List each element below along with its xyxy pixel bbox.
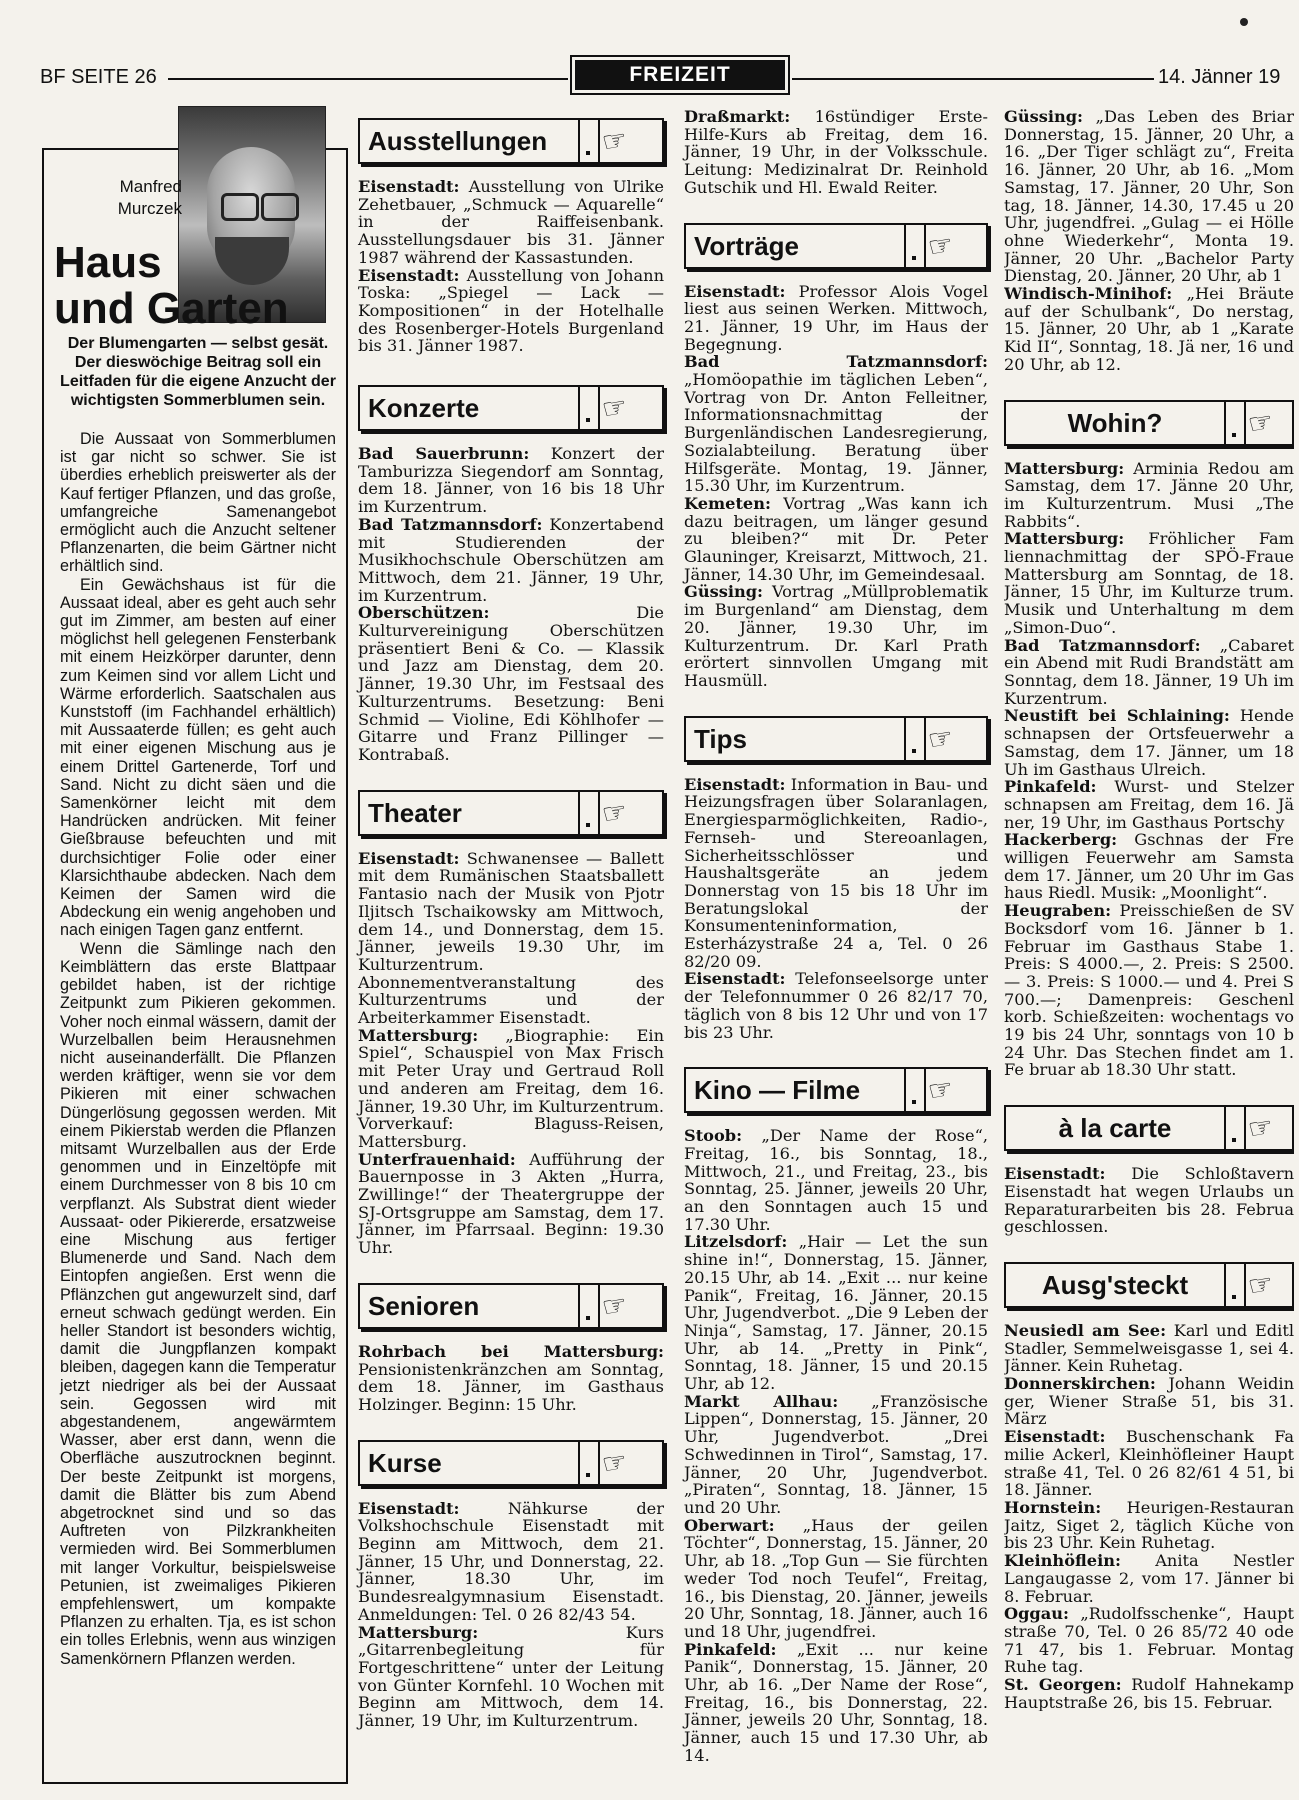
listing-entry [1004,1552,1294,1605]
listing-text: Ausstellung von Johann Toska: „Spiegel — Lack — Kompositionen“ in der Hotelhalle des Rosenberger-Hotels Burgenland bis 31. Jänner 1987. [358,265,664,356]
listing-place: Neusiedl am See: [1004,1320,1167,1340]
section-header-label: Konzerte [360,387,580,429]
listing-text: „Exit ... nur keine Panik“, Donnerstag, 15. Jänner, 20 Uhr, ab 16. „Der Name der Rose“, Freitag, 16., bis Donnerstag, 22. Jänner, jeweils 20 Uhr, Sonntag, 18. Jänner, auch 15 und 17.30 Uhr, ab 14. [684,1639,988,1765]
section-header-label: Tips [686,718,906,760]
listing-text: Gschnas der Fre willigen Feuerwehr am Samsta dem 17. Jänner, um 20 Uhr im Gas haus Riedl. Musik: „Moonlight“. [1004,830,1294,903]
listing-text: Schwanensee — Ballett mit dem Rumänischen Staatsballett Fantasio nach der Musik von Pjotr Iljitsch Tschaikowsky am Mittwoch, dem 14., und Donnerstag, dem 15. Jänner, jeweils 19.30 Uhr, im Kulturzentrum. Abonnementveranstaltung des Kulturzentrums und der Arbeiterkammer Eisenstadt. [358,848,664,1028]
listing-entry [1004,637,1294,708]
glasses-icon [221,193,259,221]
section-header-ausgsteckt [1004,1262,1294,1308]
listing-entry [684,1233,988,1392]
listing-text: Fröhlicher Fam liennachmittag der SPÖ-Fraue Mattersburg am Sonntag, de 18. Jänner, 15 Uhr, im Kulturze trum. Musik und Unterhaltung m dem „Simon-Duo“. [1004,529,1294,637]
section-header-ausstellungen [358,118,664,164]
header-divider [1226,402,1246,444]
listing-entry [1004,778,1294,831]
header-divider [580,1442,600,1484]
pointing-hand-icon: ☞ [599,794,630,831]
listing-text: Hende schnapsen der Ortsfeuerwehr a Samstag, dem 17. Jänner, um 18 Uh im Gasthaus Ulreich. [1004,706,1294,779]
listing-text: Rudolf Hahnekamp Hauptstraße 26, bis 15. Februar. [1004,1675,1294,1712]
listing-text: Anita Nestler Langaugasse 2, vom 17. Jänner bi 8. Februar. [1004,1551,1294,1606]
listing-entry [358,1500,664,1624]
feature-paragraph: Die Aussaat von Sommerblumen ist gar nicht so schwer. Sie ist überdies erheblich preiswerter als der Kauf fertiger Pflanzen, und das große, umfangreiche Samenangebot ermöglicht auch die Anzucht seltener Pflanzenarten, die beim Gärtner nicht erhältlich sind. [60,430,336,576]
listing-entry [684,970,988,1041]
listing-place: Kleinhöflein: [1004,1551,1121,1571]
listing-place: Draßmarkt: [684,107,791,126]
listing-place: Güssing: [1004,108,1084,126]
listing-text: Professor Alois Vogel liest aus seinen Werken. Mittwoch, 21. Jänner, 19 Uhr, im Haus der Begegnung. [684,281,988,354]
listing-entry [684,583,988,689]
listing-place: Litzelsdorf: [684,1232,788,1252]
listing-entry [684,1127,988,1233]
section-header-label: Ausstellungen [360,120,580,162]
listing-place: Unterfrauenhaid: [358,1149,516,1169]
listing-place: Eisenstadt: [358,848,460,868]
section-entries [358,850,664,1257]
section-entries [684,108,988,197]
listing-text: Buschenschank Fa milie Ackerl, Kleinhöfleiner Haupt straße 41, Tel. 0 26 82/61 4 51, bi 18. Jänner. [1004,1427,1294,1500]
listing-text: Pensionistenkränzchen am Sonntag, dem 18. Jänner, im Gasthaus Holzinger. Beginn: 15 Uhr. [358,1359,664,1414]
listing-place: Oberschützen: [358,603,490,623]
listing-text: Vortrag „Müllproblematik im Burgenland“ am Dienstag, dem 20. Jänner, 19.30 Uhr, im Kulturzentrum. Dr. Karl Prath erörtert sinnvollen Umgang mit Hausmüll. [684,582,988,690]
feature-paragraph: Wenn die Sämlinge nach den Keimblättern das erste Blattpaar gebildet haben, ist der richtige Zeitpunkt zum Pikieren gekommen. Voher noch einmal wässern, damit der Wurzelballen beim Herausnehmen nicht auseinanderfällt. Die Pflanzen werden kräftiger, wenn sie vor dem Pikieren mit einer schwachen Düngerlösung gegossen werden. Mit einem Pikierstab werden die Pflanzen mitsamt Wurzelballen aus der Erde genommen und in Einzeltöpfe mit einem Durchmesser von 8 bis 10 cm verpflanzt. Als Substrat dient wieder Aussaat- oder Pikiererde, ersatzweise eine Mischung aus fertiger Blumenerde und Sand. Nach dem Eintopfen angießen. Erst wenn die Pflänzchen gut angewurzelt sind, darf erneut schwach gedüngt werden. Ein heller Standort ist besonders wichtig, damit die Jungpflanzen kompakt bleiben, dagegen kann die Temperatur jetzt niedriger als bei der Aussaat sein. Gegossen wird mit abgestandenem, angewärmtem Wasser, aber erst dann, wenn die Oberfläche auszutrocknen beginnt. Der beste Zeitpunkt ist morgens, damit die Blätter bis zum Abend abgetrocknet sind und so das Auftreten von Pilzkrankheiten vermieden wird. Bei Sommerblumen mit langer Vorkultur, beispielsweise Petunien, ist zweimaliges Pikieren empfehlenswert, um kompakte Pflanzen zu erhalten. Tja, es ist schon ein tolles Erlebnis, wenn aus winzigen Samenkörnern Pflanzen werden. [60,939,336,1668]
listing-place: Bad Tatzmannsdorf: [358,514,543,534]
listing-place: Eisenstadt: [684,281,786,301]
listing-entry [1004,285,1294,374]
listing-entry [358,850,664,1027]
listing-place: Mattersburg: [358,1025,479,1045]
listing-text: Konzertabend mit Studierenden der Musikhochschule Oberschützen am Mittwoch, dem 21. Jänner, 19 Uhr, im Kurzentrum. [358,514,664,605]
listing-place: Eisenstadt: [358,265,460,285]
listing-place: Eisenstadt: [684,969,786,989]
listing-entry [684,495,988,584]
listing-text: 16stündiger Erste-Hilfe-Kurs ab Freitag, dem 16. Jänner, 19 Uhr, in der Volksschule. Leitung: Medizinalrat Dr. Reinhold Gutschik und Hl. Ewald Reiter. [684,107,988,197]
listing-text: Nähkurse der Volkshochschule Eisenstadt mit Beginn am Mittwoch, dem 21. Jänner, 15 Uhr, und Donnerstag, 22. Jänner, 18.30 Uhr, im Bundesrealgymnasium Eisenstadt. Anmeldungen: Tel. 0 26 82/43 54. [358,1498,664,1624]
pointing-hand-icon: ☞ [599,1444,630,1481]
section-header-label: Wohin? [1006,402,1226,444]
listing-entry [358,604,664,763]
feature-title-line2: und Garten [54,284,289,333]
listing-text: Johann Weidin ger, Wiener Straße 51, bis 31. März [1004,1374,1294,1429]
listing-entry [684,353,988,495]
section-entries [1004,1165,1294,1236]
listing-text: „Das Leben des Briar Donnerstag, 15. Jänner, 20 Uhr, a 16. „Der Tiger schlägt zu“, Freita 16. Jänner, 20 Uhr, ab 16. „Mom Samstag, 17. Jänner, 20 Uhr, Son tag, 18. Jänner, 14.30, 17.45 u 20 Uhr, jugendfrei. „Gulag — ei Hölle ohne Wiederkehr“, Monta 19. Jänner, 20 Uhr. „Bachelor Party Dienstag, 20. Jänner, 20 Uhr, ab 1 [1004,108,1294,286]
listing-text: „Französische Lippen“, Donnerstag, 15. Jänner, 20 Uhr, Jugendverbot. „Drei Schwedinnen in Tirol“, Samstag, 17. Jänner, 20 Uhr, Jugendverbot. „Piraten“, Sonntag, 18. Jänner, 15 und 20 Uhr. [684,1391,988,1517]
listing-place: Mattersburg: [1004,458,1125,478]
listing-entry [358,516,664,605]
listing-place: Mattersburg: [358,1622,479,1642]
listing-place: Oberwart: [684,1515,775,1535]
listing-text: Die Schloßtavern Eisenstadt hat wegen Urlaubs un Reparaturarbeiten bis 28. Februa geschlossen. [1004,1164,1294,1237]
listing-entry [1004,1375,1294,1428]
listing-place: Oggau: [1004,1604,1069,1624]
section-header-label: à la carte [1006,1107,1226,1149]
section-header-vortraege [684,223,988,269]
header-divider [906,225,926,267]
listing-place: Kemeten: [684,493,771,513]
listing-entry [1004,460,1294,531]
section-header-label: Senioren [360,1285,580,1327]
listing-entry [1004,1165,1294,1236]
feature-body [60,430,336,1668]
listing-place: Windisch-Minihof: [1004,284,1173,304]
header-divider [906,1069,926,1111]
listing-entry [358,178,664,267]
listing-place: Bad Sauerbrunn: [358,444,530,464]
pointing-hand-icon: ☞ [1245,1109,1276,1147]
section-entries [358,1343,664,1414]
glasses-icon [261,193,299,221]
listing-entry [1004,1605,1294,1676]
listing-text: Aufführung der Bauernposse in 3 Akten „Hurra, Zwillinge!“ der Theatergruppe der SJ-Ortsgruppe am Samstag, dem 17. Jänner, im Pfarrsaal. Beginn: 19.30 Uhr. [358,1149,664,1258]
header-divider [1226,1264,1246,1306]
listing-place: Markt Allhau: [684,1391,839,1411]
listing-text: Ausstellung von Ulrike Zehetbauer, „Schmuck — Aquarelle“ in der Raiffeisenbank. Ausstellungsdauer bis 31. Jänner 1987 während der Kassastunden. [358,177,664,267]
listing-entry [684,1517,988,1641]
page-label: BF SEITE 26 [40,66,157,88]
listing-place: Bad Tatzmannsdorf: [684,352,988,372]
pointing-hand-icon: ☞ [925,226,956,264]
listing-text: Die Kulturvereinigung Oberschützen präsentiert Beni & Co. — Klassik und Jazz am Dienstag, dem 20. Jänner, 19.30 Uhr, im Festsaal des Kulturzentrums. Besetzung: Beni Schmid — Violine, Edi Köhlhofer — Gitarre und Franz Pillinger — Kontrabaß. [358,603,664,764]
listing-place: Pinkafeld: [684,1639,777,1659]
section-header-label: Vorträge [686,225,906,267]
ink-dot [1240,18,1248,26]
listings-column-2 [684,108,988,1765]
feature-lede: Der Blumengarten — selbst gesät. Der dieswöchige Beitrag soll ein Leitfaden für die eigene Anzucht der wichtigsten Sommerblumen sein. [60,335,336,409]
issue-date: 14. Jänner 19 [1158,66,1281,88]
listing-place: Neustift bei Schlaining: [1004,706,1230,726]
listing-place: Eisenstadt: [1004,1164,1106,1184]
section-entries [358,178,664,355]
header-divider [580,120,600,162]
section-header-theater [358,790,664,836]
listing-text: Vortrag „Was kann ich dazu beitragen, um länger gesund zu bleiben?“ mit Dr. Peter Glauninger, Kreisarzt, Mittwoch, 21. Jänner, 14.30 Uhr, im Gemeindesaal. [684,493,988,584]
section-header-senioren [358,1283,664,1329]
section-entries [1004,108,1294,374]
listing-text: Arminia Redou am Samstag, dem 17. Jänne 20 Uhr, im Kulturzentrum. Musi „The Rabbits“. [1004,458,1294,531]
listing-entry [1004,530,1294,636]
listing-text: „Cabaret ein Abend mit Rudi Brandstätt am Sonntag, dem 18. Jänner, 19 Uh im Kurzentrum. [1004,635,1294,708]
section-header-label: Ausg'steckt [1006,1264,1226,1306]
section-entries [358,445,664,764]
listing-place: Donnerskirchen: [1004,1374,1156,1394]
section-entries [684,283,988,690]
section-header-konzerte [358,385,664,431]
listing-entry [1004,1428,1294,1499]
pointing-hand-icon: ☞ [599,122,630,160]
listing-text: „Hei Bräute auf der Schulbank“, Do nerstag, 15. Jänner, 20 Uhr, ab 1 „Karate Kid II“, Sonntag, 18. Jä ner, 16 und 20 Uhr, ab 12. [1004,284,1294,374]
listing-entry [1004,108,1294,285]
feature-title [54,240,354,332]
section-header-alacarte [1004,1105,1294,1151]
listing-text: „Hair — Let the sun shine in!“, Donnerstag, 15. Jänner, 20.15 Uhr, ab 14. „Exit ... nur keine Panik“, Freitag, 16. Jänner, 20.15 Uhr, Jugendverbot. „Die 9 Leben der Ninja“, Samstag, 17. Jänner, 20.15 Uhr, ab 14. „Pretty in Pink“, Sonntag, 18. Jänner, 15 und 20.15 Uhr, ab 12. [684,1232,988,1394]
pointing-hand-icon: ☞ [599,389,630,427]
listing-entry [358,1624,664,1730]
listing-text: Konzert der Tamburizza Siegendorf am Sonntag, dem 18. Jänner, von 16 bis 18 Uhr im Kurzentrum. [358,444,665,517]
listing-text: Karl und Editl Stadler, Semmelweisgasse 1, sei 4. Jänner. Kein Ruhetag. [1004,1320,1294,1376]
section-entries [1004,460,1294,1080]
listing-text: „Rudolfsschenke“, Haupt straße 70, Tel. 0 26 85/72 40 ode 71 47, bis 1. Februar. Montag Ruhe tag. [1004,1604,1294,1677]
section-header-label: Kino — Filme [686,1069,906,1111]
listing-entry [684,283,988,354]
section-entries [358,1500,664,1730]
pointing-hand-icon: ☞ [1245,403,1276,441]
listing-entry [684,1393,988,1517]
listing-entry [358,1343,664,1414]
section-header-label: Kurse [360,1442,580,1484]
listing-text: Kurs „Gitarrenbegleitung für Fortgeschrittene“ unter der Leitung von Günter Kornfehl. 10 Wochen mit Beginn am Mittwoch, dem 14. Jänner, 19 Uhr, im Kulturzentrum. [358,1622,664,1731]
section-header-label: Theater [360,792,580,834]
listing-place: Heugraben: [1004,901,1112,921]
pointing-hand-icon: ☞ [599,1287,630,1325]
listing-place: Eisenstadt: [1004,1427,1106,1447]
listing-place: Güssing: [684,582,764,602]
listing-place: Mattersburg: [1004,529,1125,549]
listing-text: „Haus der geilen Töchter“, Donnerstag, 15. Jänner, 20 Uhr, ab 18. „Top Gun — Sie fürchten weder Tod noch Teufel“, Freitag, 16., bis Dienstag, 20. Jänner, jeweils 20 Uhr, Sonntag, 18. Jänner, auch 16 und 18 Uhr, jugendfrei. [684,1515,988,1641]
header-divider [906,718,926,760]
header-divider [580,387,600,429]
listing-place: Eisenstadt: [358,1498,460,1518]
section-header-tips [684,716,988,762]
listing-entry [684,1641,988,1765]
listing-text: Telefonseelsorge unter der Telefonnummer 0 26 82/17 70, täglich von 8 bis 12 Uhr und von 17 bis 23 Uhr. [684,969,988,1042]
header-rule-right [792,78,1154,80]
listing-entry [684,108,988,197]
section-entries [684,776,988,1042]
listings-column-1 [358,108,664,1730]
section-header-kurse [358,1440,664,1486]
listing-entry [358,267,664,356]
listing-entry [1004,1499,1294,1552]
listing-entry [1004,1322,1294,1375]
author-name: Manfred Murczek [117,177,182,218]
listing-place: Eisenstadt: [684,774,786,794]
section-header-wohin [1004,400,1294,446]
listing-entry [1004,831,1294,902]
listing-text: Heurigen-Restauran Jaitz, Siget 2, täglich Küche von bis 23 Uhr. Kein Ruhetag. [1004,1498,1294,1553]
listing-text: Information in Bau- und Heizungsfragen über Solaranlagen, Energiesparmöglichkeiten, Radio-, Fernseh- und Stereoanlagen, Sicherheitsschlösser und Haushaltsgeräte an jedem Donnerstag von 15 bis 18 Uhr im Beratungslokal der Konsumenteninformation, Esterházystraße 24 a, Tel. 0 26 82/20 09. [684,774,988,971]
listing-entry [358,445,664,516]
pointing-hand-icon: ☞ [925,1071,956,1109]
listing-place: Eisenstadt: [358,177,460,196]
listing-entry [358,1151,664,1257]
header-divider [580,792,600,834]
listing-place: St. Georgen: [1004,1675,1122,1695]
listing-entry [1004,707,1294,778]
pointing-hand-icon: ☞ [1245,1266,1276,1304]
listings-column-3 [1004,108,1294,1711]
listing-entry [358,1027,664,1151]
feature-title-line1: Haus [54,238,162,287]
listing-place: Pinkafeld: [1004,777,1097,797]
header-divider [1226,1107,1246,1149]
header-divider [580,1285,600,1327]
listing-entry [1004,1676,1294,1711]
listing-text: „Biographie: Ein Spiel“, Schauspiel von Max Frisch mit Peter Uray und Gertraud Roll und anderen am Freitag, dem 16. Jänner, 19.30 Uhr, im Kulturzentrum. Vorverkauf: Blaguss-Reisen, Mattersburg. [358,1025,665,1151]
section-title: FREIZEIT [575,60,785,90]
header-rule-left [168,78,568,80]
listing-place: Hackerberg: [1004,830,1118,850]
listing-place: Hornstein: [1004,1498,1102,1517]
listing-place: Bad Tatzmannsdorf: [1004,635,1201,655]
feature-paragraph: Ein Gewächshaus ist für die Aussaat ideal, aber es geht auch sehr gut im Zimmer, am besten auf einer möglichst hell gelegenen Fensterbank mit einem Heizkörper darunter, denn zum Keimen sind vor allem Licht und Wärme erforderlich. Saatschalen aus Kunststoff (im Fachhandel erhältlich) mit Aussaaterde füllen; es geht auch mit einer eigenen Mischung aus je einem Drittel Gartenerde, Torf und Sand. Nicht zu dicht säen und die Samenkörner leicht mit dem Handrücken andrücken. Mit feiner Gießbrause befeuchten und mit durchsichtiger Folie oder einer Klarsichthaube abdecken. Nach dem Keimen der Samen wird die Abdeckung ein wenig angehoben und nach einigen Tagen ganz entfernt. [60,575,336,940]
listing-place: Stoob: [684,1126,743,1146]
listing-entry [684,776,988,971]
section-entries [684,1127,988,1764]
section-entries [1004,1322,1294,1711]
section-header-kino [684,1067,988,1113]
listing-text: Wurst- und Stelzer schnapsen am Freitag, dem 16. Jä ner, 19 Uhr, im Gasthaus Portschy [1004,777,1294,832]
listing-text: „Homöopathie im täglichen Leben“, Vortrag von Dr. Anton Felleitner, Informationsnachmittag der Burgenländischen Landesregierung, Sozialabteilung. Beratung über Hilfsgeräte. Montag, 19. Jänner, 15.30 Uhr, im Kurzentrum. [684,370,988,496]
listing-place: Rohrbach bei Mattersburg: [358,1341,664,1361]
listing-text: „Der Name der Rose“, Freitag, 16., bis Sonntag, 18., Mittwoch, 21., und Freitag, 23., bis Sonntag, 25. Jänner, jeweils 20 Uhr, an den Sonntagen auch 15 und 17.30 Uhr. [684,1126,988,1234]
listing-entry [1004,902,1294,1079]
pointing-hand-icon: ☞ [925,720,956,757]
listing-text: Preisschießen de SV Bocksdorf vom 16. Jänner b 1. Februar im Gasthaus Stabe 1. Preis: S 4000.—, 2. Preis: S 2500.— 3. Preis: S 1000.— und 4. Prei S 700.—; Damenpreis: Geschenl korb. Schießzeiten: wochentags vo 19 bis 24 Uhr, sonntags von 10 b 24 Uhr. Das Stechen findet am 1. Fe bruar ab 18.30 Uhr statt. [1004,901,1294,1080]
